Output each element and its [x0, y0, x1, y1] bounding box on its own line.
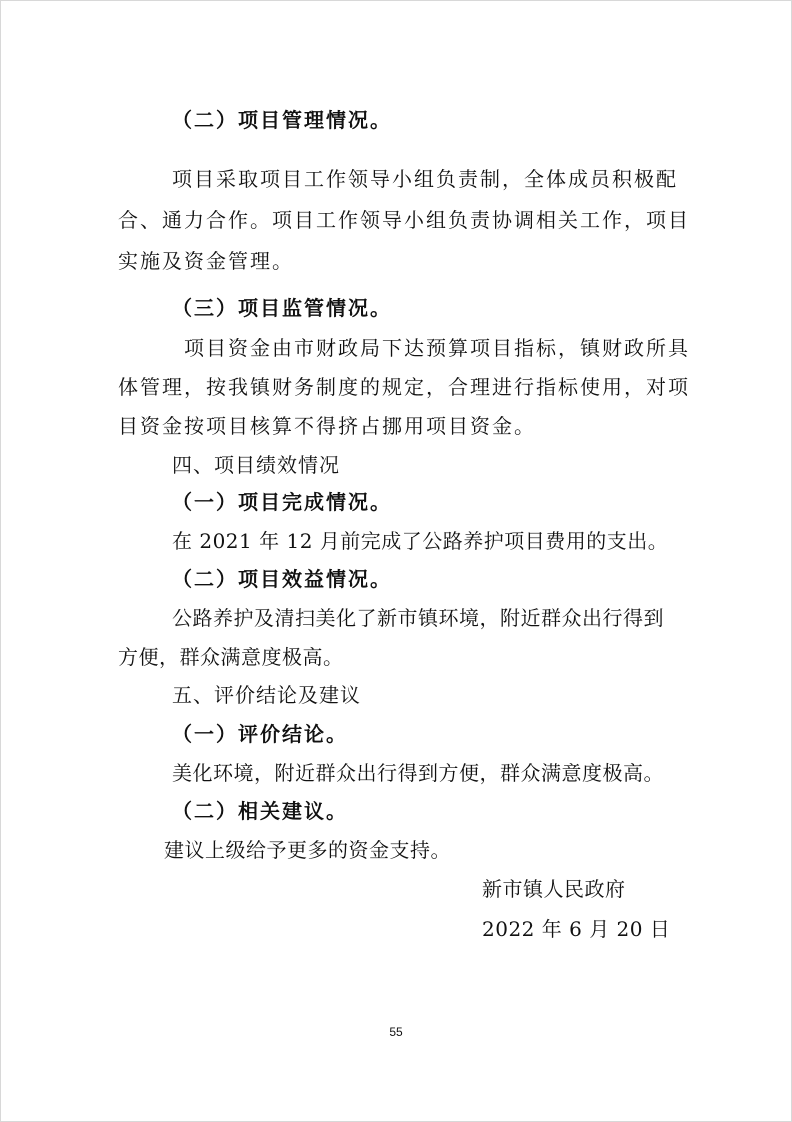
part-heading-conclusions: 五、评价结论及建议: [172, 683, 361, 707]
section-heading-project-management: （二）项目管理情况。: [172, 108, 392, 132]
paragraph-line: 体管理，按我镇财务制度的规定，合理进行指标使用，对项: [118, 375, 690, 399]
paragraph-line: 公路养护及清扫美化了新市镇环境，附近群众出行得到: [172, 606, 664, 630]
signature-date: 2022 年 6 月 20 日: [482, 917, 671, 941]
paragraph-line: 美化环境，附近群众出行得到方便，群众满意度极高。: [172, 761, 664, 785]
paragraph-line: 建议上级给予更多的资金支持。: [164, 838, 451, 862]
page-number: 55: [389, 1025, 403, 1039]
section-heading-project-supervision: （三）项目监管情况。: [172, 296, 392, 320]
part-heading-performance: 四、项目绩效情况: [172, 453, 340, 477]
section-heading-completion: （一）项目完成情况。: [172, 490, 392, 514]
section-heading-suggestions: （二）相关建议。: [172, 799, 348, 823]
section-heading-evaluation: （一）评价结论。: [172, 722, 348, 746]
signature-organization: 新市镇人民政府: [482, 877, 626, 901]
paragraph-line: 项目资金由市财政局下达预算项目指标，镇财政所具: [184, 336, 690, 360]
paragraph-line: 合、通力合作。项目工作领导小组负责协调相关工作，项目: [118, 208, 690, 232]
paragraph-line: 目资金按项目核算不得挤占挪用项目资金。: [118, 414, 536, 438]
paragraph-line: 方便，群众满意度极高。: [118, 645, 344, 669]
paragraph-line: 项目采取项目工作领导小组负责制，全体成员积极配: [172, 167, 678, 191]
paragraph-line: 在 2021 年 12 月前完成了公路养护项目费用的支出。: [172, 529, 669, 553]
section-heading-benefits: （二）项目效益情况。: [172, 567, 392, 591]
paragraph-line: 实施及资金管理。: [118, 249, 294, 273]
